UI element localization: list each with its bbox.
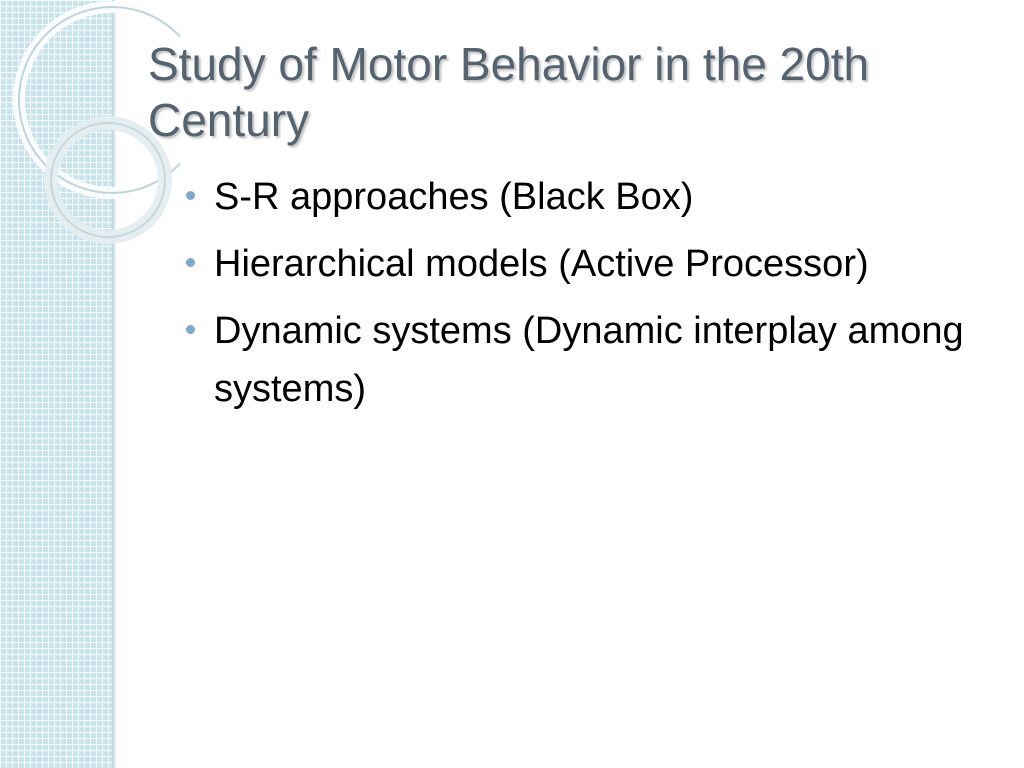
bullet-item-hierarchical-models [186, 235, 976, 293]
slide-title: Study of Motor Behavior in the 20th Century [148, 38, 870, 146]
bullet-item-dynamic-systems [186, 302, 976, 418]
bullet-text: S-R approaches (Black Box) [214, 176, 694, 218]
bullet-list [186, 168, 976, 427]
bullet-text: Hierarchical models (Active Processor) [214, 243, 869, 285]
bullet-dot-icon [186, 191, 195, 200]
bullet-dot-icon [186, 258, 195, 267]
bullet-text: Dynamic systems (Dynamic interplay among systems) [214, 310, 964, 410]
bullet-dot-icon [186, 325, 195, 334]
bullet-item-sr-approaches [186, 168, 976, 226]
